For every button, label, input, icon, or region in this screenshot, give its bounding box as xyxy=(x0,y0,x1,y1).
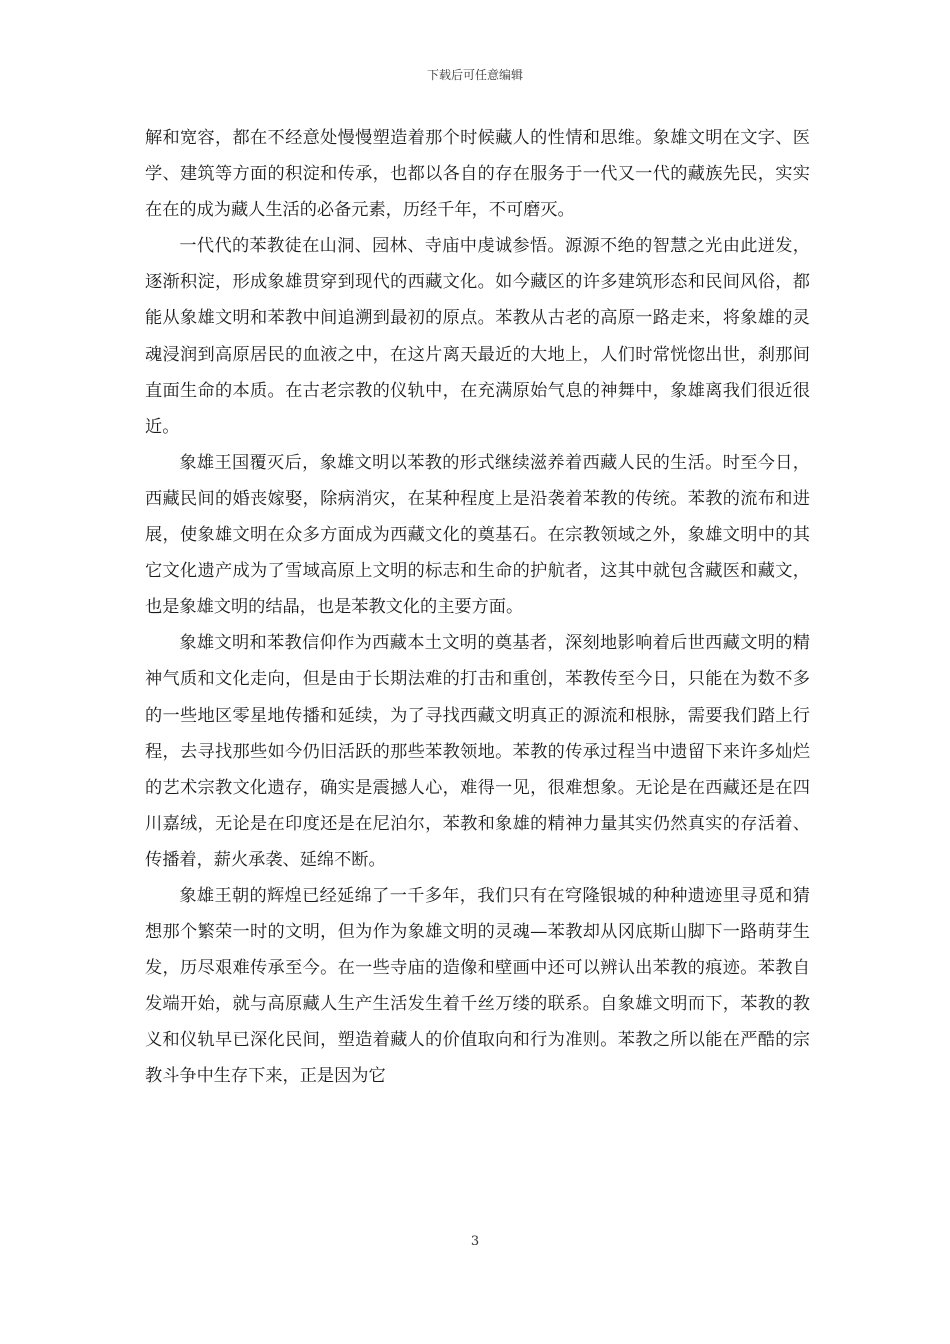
page-number: 3 xyxy=(470,1234,480,1249)
paragraph-1: 解和宽容，都在不经意处慢慢塑造着那个时候藏人的性情和思维。象雄文明在文字、医学、建筑等方面的积淀和传承，也都以各自的存在服务于一代又一代的藏族先民，实实在在的成为藏人生活的必备元素，历经千年，不可磨灭。 xyxy=(145,128,810,221)
page-header: 下载后可任意编辑 xyxy=(426,68,523,82)
paragraph-5: 象雄王朝的辉煌已经延绵了一千多年，我们只有在穹隆银城的种种遗迹里寻觅和猜想那个繁荣一时的文明，但为作为象雄文明的灵魂—苯教却从冈底斯山脚下一路萌芽生发，历尽艰难传承至今。在一些寺庙的造像和壁画中还可以辨认出苯教的痕迹。苯教自发端开始，就与高原藏人生产生活发生着千丝万缕的联系。自象雄文明而下，苯教的教义和仪轨早已深化民间，塑造着藏人的价值取向和行为准则。苯教之所以能在严酷的宗教斗争中生存下来，正是因为它 xyxy=(145,885,810,1087)
body-text xyxy=(145,120,810,1095)
paragraph-3: 象雄王国覆灭后，象雄文明以苯教的形式继续滋养着西藏人民的生活。时至今日，西藏民间的婚丧嫁娶，除病消灾，在某种程度上是沿袭着苯教的传统。苯教的流布和进展，使象雄文明在众多方面成为西藏文化的奠基石。在宗教领域之外，象雄文明中的其它文化遗产成为了雪域高原上文明的标志和生命的护航者，这其中就包含藏医和藏文，也是象雄文明的结晶，也是苯教文化的主要方面。 xyxy=(145,452,810,618)
paragraph-4: 象雄文明和苯教信仰作为西藏本土文明的奠基者，深刻地影响着后世西藏文明的精神气质和文化走向，但是由于长期法难的打击和重创，苯教传至今日，只能在为数不多的一些地区零星地传播和延续，为了寻找西藏文明真正的源流和根脉，需要我们踏上行程，去寻找那些如今仍旧活跃的那些苯教领地。苯教的传承过程当中遗留下来许多灿烂的艺术宗教文化遗存，确实是震撼人心，难得一见，很难想象。无论是在西藏还是在四川嘉绒，无论是在印度还是在尼泊尔，苯教和象雄的精神力量其实仍然真实的存活着、传播着，薪火承袭、延绵不断。 xyxy=(145,633,810,870)
paragraph-2: 一代代的苯教徒在山洞、园林、寺庙中虔诚参悟。源源不绝的智慧之光由此迸发，逐渐积淀，形成象雄贯穿到现代的西藏文化。如今藏区的许多建筑形态和民间风俗，都能从象雄文明和苯教中间追溯到最初的原点。苯教从古老的高原一路走来，将象雄的灵魂浸润到高原居民的血液之中，在这片离天最近的大地上，人们时常恍惚出世，刹那间直面生命的本质。在古老宗教的仪轨中，在充满原始气息的神舞中，象雄离我们很近很近。 xyxy=(145,236,810,437)
